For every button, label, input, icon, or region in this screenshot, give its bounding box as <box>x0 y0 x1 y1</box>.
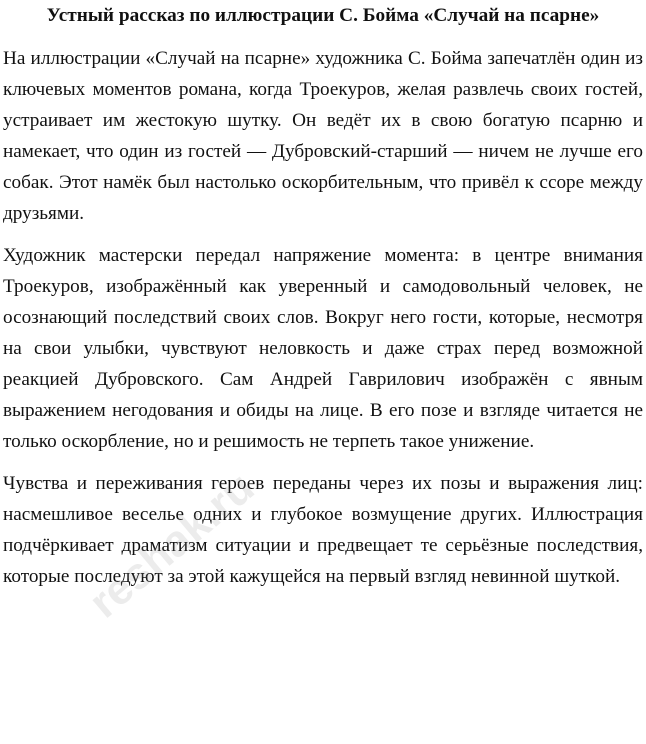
paragraph-3: Чувства и переживания героев переданы через их позы и выражения лиц: насмешливое веселье одних и глубокое возмущение других. Иллюстрация подчёркивает драматизм ситуации и предвещает те серьёзные последствия, которые последуют за этой кажущейся на первый взгляд невинной шуткой. <box>3 473 643 587</box>
paragraph-2: Художник мастерски передал напряжение момента: в центре внимания Троекуров, изображённый как уверенный и самодовольный человек, не осознающий последствий своих слов. Вокруг него гости, которые, несмотря на свои улыбки, чувствуют неловкость и даже страх перед возможной реакцией Дубровского. Сам Андрей Гаврилович изображён с явным выражением негодования и обиды на лице. В его позе и взгляде читается не только оскорбление, но и решимость не терпеть такое унижение. <box>3 245 643 452</box>
watermark: reshak.ru <box>80 462 264 628</box>
document-title: Устный рассказ по иллюстрации С. Бойма «Случай на псарне» <box>46 5 600 26</box>
paragraph-1: На иллюстрации «Случай на псарне» художника С. Бойма запечатлён один из ключевых моментов романа, когда Троекуров, желая развлечь своих гостей, устраивает им жестокую шутку. Он ведёт их в свою богатую псарню и намекает, что один из гостей — Дубровский-старший — ничем не лучше его собак. Этот намёк был настолько оскорбительным, что привёл к ссоре между друзьями. <box>3 48 643 224</box>
